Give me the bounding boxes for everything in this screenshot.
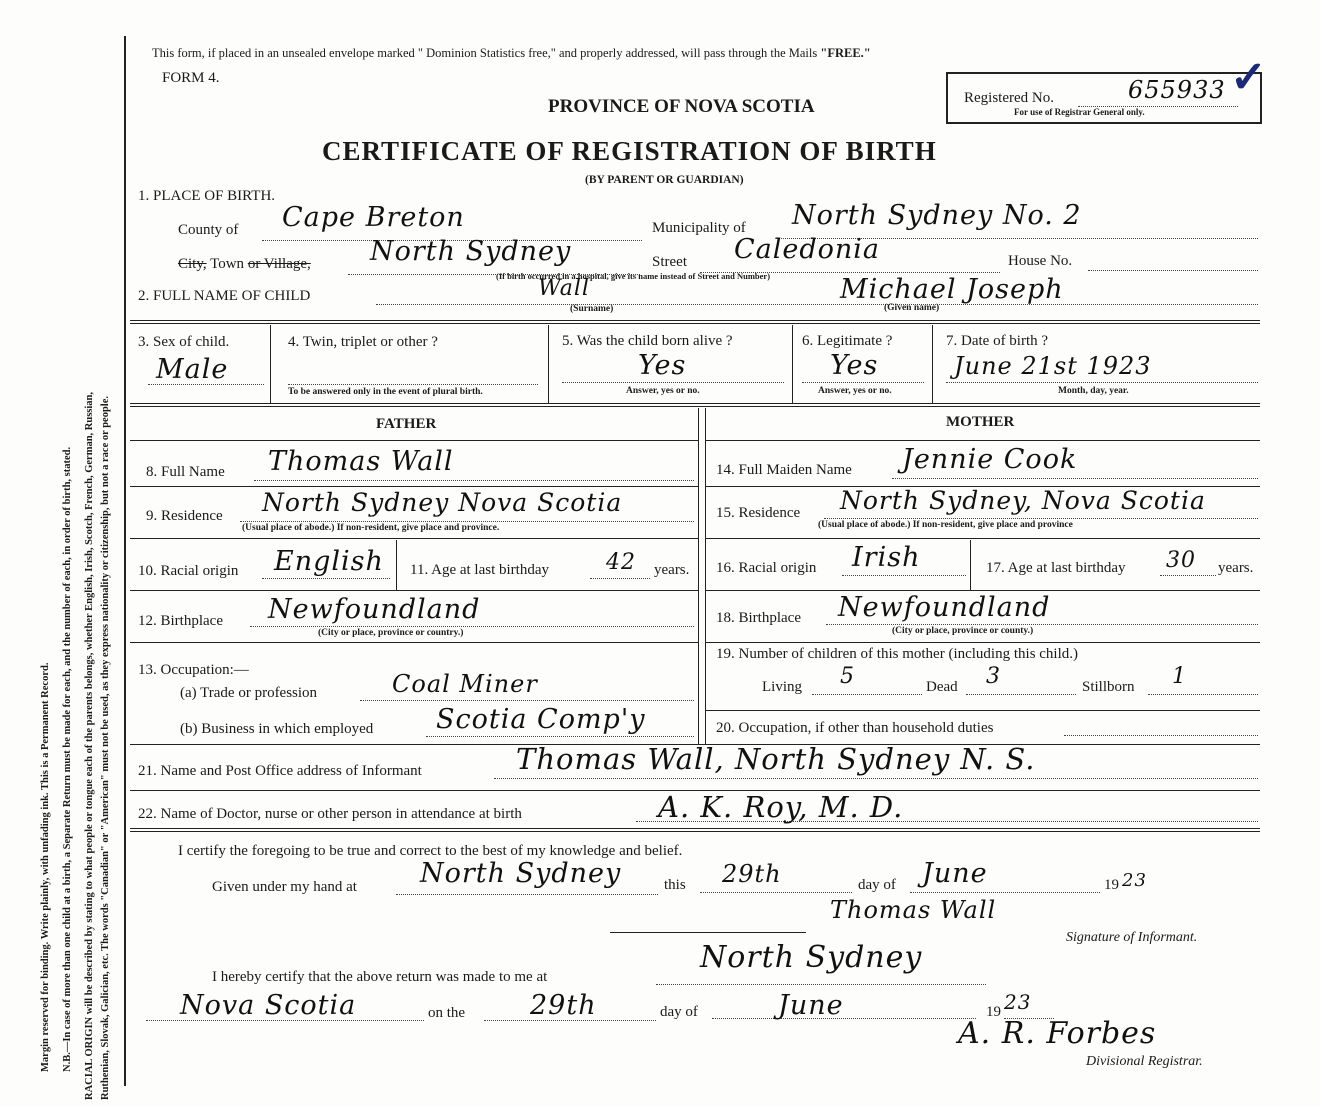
sex-label: 3. Sex of child.: [138, 334, 230, 350]
sex-value: Male: [156, 354, 229, 385]
father-age-value: 42: [606, 550, 636, 575]
mother-birthplace-note: (City or place, province or county.): [892, 626, 1034, 636]
alive-note: Answer, yes or no.: [626, 386, 700, 396]
living-value: 5: [840, 664, 855, 689]
registered-no-value: 655933: [1128, 76, 1226, 104]
father-race-value: English: [274, 546, 384, 577]
dead-label: Dead: [926, 679, 958, 695]
mother-name-label: 14. Full Maiden Name: [716, 462, 852, 478]
alive-value: Yes: [638, 350, 687, 381]
father-name-value: Thomas Wall: [268, 446, 454, 477]
margin-binding-note: Margin reserved for binding. Write plainly, with unfading ink. This is a Permanent Record.: [40, 662, 51, 1072]
place-of-birth-heading: 1. PLACE OF BIRTH.: [138, 188, 276, 204]
trade-value: Coal Miner: [392, 670, 538, 698]
dob-value: June 21st 1923: [954, 352, 1152, 380]
registered-no-label: Registered No.: [964, 90, 1054, 106]
child-surname: Wall: [538, 276, 590, 301]
registrar-certify-label: I hereby certify that the above return was made to me at: [212, 969, 548, 985]
mother-heading: MOTHER: [946, 414, 1015, 430]
father-birthplace-label: 12. Birthplace: [138, 613, 223, 629]
given-year: 23: [1122, 870, 1147, 891]
town-value: North Sydney: [370, 236, 572, 267]
father-birthplace-value: Newfoundland: [268, 594, 481, 625]
doctor-value: A. K. Roy, M. D.: [658, 790, 904, 824]
given-at-label: Given under my hand at: [212, 879, 357, 895]
father-age-label: 11. Age at last birthday: [410, 562, 549, 578]
given-at-place: North Sydney: [420, 858, 622, 889]
margin-racial-origin-note-2: Ruthenian, Slovak, Galician, etc. The words "Canadian" or "American" must not be used, as they express nationality or citizenship, but not a race or people.: [100, 395, 111, 1100]
street-label: Street: [652, 254, 687, 270]
doctor-label: 22. Name of Doctor, nurse or other person in attendance at birth: [138, 806, 522, 822]
informant-signature: Thomas Wall: [830, 896, 997, 924]
father-residence-value: North Sydney Nova Scotia: [262, 488, 623, 517]
children-count-label: 19. Number of children of this mother (including this child.): [716, 646, 1079, 662]
day-of-label: day of: [858, 877, 896, 893]
given-month: June: [922, 858, 988, 889]
house-no-label: House No.: [1008, 253, 1073, 269]
child-name-label: 2. FULL NAME OF CHILD: [138, 288, 311, 304]
stillborn-value: 1: [1172, 664, 1187, 689]
registrar-year-prefix: 19: [986, 1004, 1001, 1020]
trade-label: (a) Trade or profession: [180, 685, 318, 701]
certify-statement: I certify the foregoing to be true and correct to the best of my knowledge and belief.: [178, 843, 683, 859]
father-birthplace-note: (City or place, province or country.): [318, 628, 464, 638]
registrar-place-2: Nova Scotia: [180, 990, 357, 1021]
mother-race-label: 16. Racial origin: [716, 560, 817, 576]
father-occupation-label: 13. Occupation:—: [138, 662, 249, 678]
county-label: County of: [178, 222, 239, 238]
this-label: this: [664, 877, 686, 893]
stillborn-label: Stillborn: [1082, 679, 1135, 695]
business-label: (b) Business in which employed: [180, 721, 374, 737]
legitimate-label: 6. Legitimate ?: [802, 333, 893, 349]
free-label: "FREE.": [820, 46, 871, 60]
registered-no-box: [946, 53, 1267, 124]
municipality-label: Municipality of: [652, 220, 746, 236]
father-heading: FATHER: [376, 416, 437, 432]
registered-no-note: For use of Registrar General only.: [1014, 107, 1145, 117]
mother-birthplace-value: Newfoundland: [838, 592, 1051, 623]
mother-years-label: years.: [1218, 560, 1254, 576]
registrar-place: North Sydney: [700, 940, 923, 975]
father-residence-note: (Usual place of abode.) If non-resident, give place and province.: [242, 523, 500, 533]
certificate-subtitle: (BY PARENT OR GUARDIAN): [585, 174, 744, 186]
twin-note: To be answered only in the event of plural birth.: [288, 387, 483, 397]
child-given-name: Michael Joseph: [840, 274, 1064, 305]
father-residence-label: 9. Residence: [146, 508, 223, 524]
margin-plural-birth-note: N.B.—In case of more than one child at a birth, a Separate Return must be made for each, and the number of each, in order of birth, stated.: [62, 446, 73, 1072]
dob-label: 7. Date of birth ?: [946, 333, 1049, 349]
living-label: Living: [762, 679, 802, 695]
mother-birthplace-label: 18. Birthplace: [716, 610, 801, 626]
margin-racial-origin-note-1: RACIAL ORIGIN will be described by stating to what people or tongue each of the parents belongs, whether English, Irish, Scotch, French, German, Russian,: [84, 391, 95, 1100]
registrar-signature: A. R. Forbes: [958, 1016, 1157, 1051]
mother-age-label: 17. Age at last birthday: [986, 560, 1126, 576]
year-prefix: 19: [1104, 877, 1119, 893]
province-heading: PROVINCE OF NOVA SCOTIA: [548, 96, 815, 117]
city-town-village-label: City, Town or Village,: [178, 256, 311, 272]
dead-value: 3: [986, 664, 1001, 689]
street-value: Caledonia: [734, 234, 881, 265]
father-name-label: 8. Full Name: [146, 464, 225, 480]
given-day: 29th: [722, 860, 782, 888]
municipality-value: North Sydney No. 2: [792, 200, 1082, 231]
informant-signature-label: Signature of Informant.: [1066, 930, 1198, 945]
given-name-caption: (Given name): [884, 303, 940, 313]
mother-residence-value: North Sydney, Nova Scotia: [840, 486, 1206, 515]
on-the-label: on the: [428, 1005, 466, 1021]
hospital-note: (If birth occurred in a hospital, give its name instead of Street and Number): [496, 271, 771, 281]
registrar-month: June: [778, 990, 844, 1021]
certificate-title: CERTIFICATE OF REGISTRATION OF BIRTH: [322, 136, 937, 166]
alive-label: 5. Was the child born alive ?: [562, 333, 733, 349]
mother-race-value: Irish: [852, 542, 921, 573]
mother-residence-note: (Usual place of abode.) If non-resident, give place and province: [818, 520, 1073, 530]
registrar-year: 23: [1004, 990, 1032, 1014]
mother-residence-label: 15. Residence: [716, 505, 801, 521]
mother-occupation-label: 20. Occupation, if other than household duties: [716, 720, 994, 736]
father-race-label: 10. Racial origin: [138, 563, 239, 579]
mother-age-value: 30: [1166, 548, 1196, 573]
dob-note: Month, day, year.: [1058, 386, 1129, 396]
informant-value: Thomas Wall, North Sydney N. S.: [516, 742, 1036, 776]
twin-label: 4. Twin, triplet or other ?: [288, 334, 438, 350]
informant-label: 21. Name and Post Office address of Informant: [138, 763, 422, 779]
county-value: Cape Breton: [282, 202, 465, 233]
registrar-day-of-label: day of: [660, 1004, 698, 1020]
registrar-signature-label: Divisional Registrar.: [1086, 1054, 1203, 1069]
mother-name-value: Jennie Cook: [902, 444, 1078, 475]
form-number: FORM 4.: [162, 70, 220, 86]
father-years-label: years.: [654, 562, 690, 578]
legitimate-note: Answer, yes or no.: [818, 386, 892, 396]
mailing-notice: This form, if placed in an unsealed envelope marked " Dominion Statistics free," and properly addressed, will pass through the Mails "FREE.": [152, 46, 871, 60]
margin-rule: [124, 36, 126, 1086]
registrar-day: 29th: [530, 990, 597, 1021]
legitimate-value: Yes: [830, 350, 879, 381]
checkmark-icon: ✓: [1230, 53, 1267, 102]
business-value: Scotia Comp'y: [436, 704, 646, 735]
surname-caption: (Surname): [570, 304, 614, 314]
